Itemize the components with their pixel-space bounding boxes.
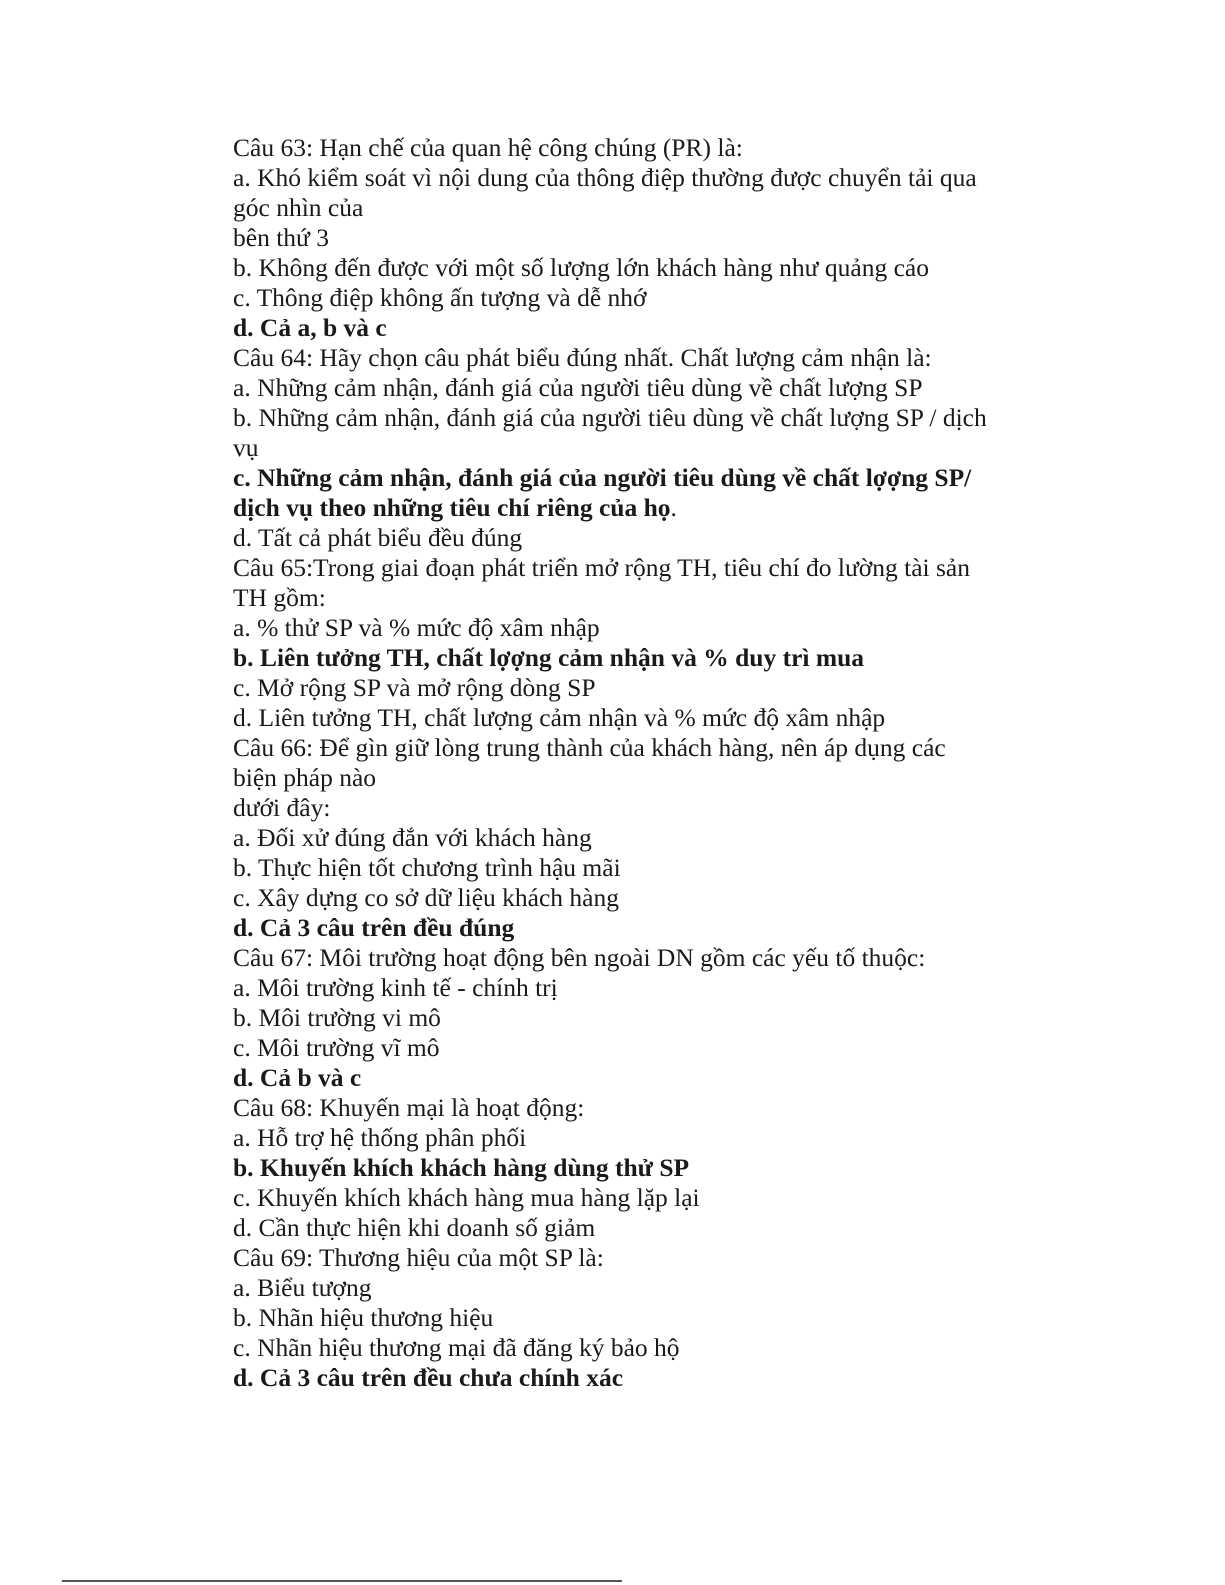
text-line xyxy=(233,1003,1023,1033)
line-tail: . xyxy=(670,493,677,522)
text-line xyxy=(233,1033,1023,1063)
text-line xyxy=(233,613,1023,643)
line-text: d. Cả b và c xyxy=(233,1063,362,1092)
text-line xyxy=(233,553,1023,583)
line-text: b. Liên tưởng TH, chất lợợng cảm nhận và % duy trì mua xyxy=(233,643,865,672)
text-line xyxy=(233,1123,1023,1153)
line-text: Câu 66: Để gìn giữ lòng trung thành của khách hàng, nên áp dụng các xyxy=(233,733,946,762)
text-line xyxy=(233,163,1023,193)
line-text: b. Những cảm nhận, đánh giá của người tiêu dùng về chất lượng SP / dịch xyxy=(233,403,987,432)
line-text: Câu 67: Môi trường hoạt động bên ngoài DN gồm các yếu tố thuộc: xyxy=(233,943,926,972)
line-text: b. Khuyến khích khách hàng dùng thử SP xyxy=(233,1153,690,1182)
answer-line xyxy=(233,1363,1023,1393)
text-line xyxy=(233,1333,1023,1363)
line-text: b. Nhãn hiệu thương hiệu xyxy=(233,1303,494,1332)
text-line xyxy=(233,853,1023,883)
text-line xyxy=(233,1093,1023,1123)
line-text: b. Thực hiện tốt chương trình hậu mãi xyxy=(233,853,621,882)
text-line xyxy=(233,193,1023,223)
line-text: a. Hỗ trợ hệ thống phân phối xyxy=(233,1123,527,1152)
text-line xyxy=(233,1303,1023,1333)
line-text: b. Môi trường vi mô xyxy=(233,1003,441,1032)
document-page xyxy=(233,133,1023,1393)
line-text: c. Thông điệp không ấn tượng và dễ nhớ xyxy=(233,283,647,312)
text-line xyxy=(233,283,1023,313)
text-line xyxy=(233,1213,1023,1243)
text-line xyxy=(233,223,1023,253)
line-text: d. Liên tưởng TH, chất lượng cảm nhận và % mức độ xâm nhập xyxy=(233,703,886,732)
text-line xyxy=(233,943,1023,973)
line-text: b. Không đến được với một số lượng lớn khách hàng như quảng cáo xyxy=(233,253,929,282)
line-text: Câu 63: Hạn chế của quan hệ công chúng (PR) là: xyxy=(233,133,743,162)
answer-line xyxy=(233,643,1023,673)
line-text: a. % thử SP và % mức độ xâm nhập xyxy=(233,613,600,642)
line-text: Câu 65:Trong giai đoạn phát triển mở rộng TH, tiêu chí đo lường tài sản xyxy=(233,553,970,582)
text-line xyxy=(233,703,1023,733)
line-text: c. Xây dựng co sở dữ liệu khách hàng xyxy=(233,883,619,912)
answer-line xyxy=(233,313,1023,343)
line-text: c. Khuyến khích khách hàng mua hàng lặp lại xyxy=(233,1183,700,1212)
line-text: dịch vụ theo những tiêu chí riêng của họ xyxy=(233,493,671,522)
line-text: c. Những cảm nhận, đánh giá của người tiêu dùng về chất lợợng SP/ xyxy=(233,463,972,492)
line-text: Câu 69: Thương hiệu của một SP là: xyxy=(233,1243,604,1272)
text-line xyxy=(233,403,1023,433)
line-text: bên thứ 3 xyxy=(233,223,329,252)
answer-line xyxy=(233,463,1023,493)
text-line xyxy=(233,583,1023,613)
text-line xyxy=(233,673,1023,703)
line-text: dưới đây: xyxy=(233,793,331,822)
text-line xyxy=(233,823,1023,853)
text-line xyxy=(233,1243,1023,1273)
line-text: a. Khó kiểm soát vì nội dung của thông điệp thường được chuyển tải qua xyxy=(233,163,977,192)
line-text: Câu 64: Hãy chọn câu phát biểu đúng nhất. Chất lượng cảm nhận là: xyxy=(233,343,932,372)
line-text: c. Nhãn hiệu thương mại đã đăng ký bảo hộ xyxy=(233,1333,680,1362)
text-line xyxy=(233,1183,1023,1213)
page-bottom-rule xyxy=(62,1580,622,1582)
answer-line xyxy=(233,493,1023,523)
line-text: biện pháp nào xyxy=(233,763,377,792)
line-text: Câu 68: Khuyến mại là hoạt động: xyxy=(233,1093,585,1122)
text-line xyxy=(233,793,1023,823)
text-line xyxy=(233,973,1023,1003)
text-line xyxy=(233,763,1023,793)
answer-line xyxy=(233,1153,1023,1183)
text-line xyxy=(233,733,1023,763)
answer-line xyxy=(233,1063,1023,1093)
line-text: vụ xyxy=(233,433,259,462)
answer-line xyxy=(233,913,1023,943)
line-text: d. Cần thực hiện khi doanh số giảm xyxy=(233,1213,596,1242)
line-text: d. Cả 3 câu trên đều chưa chính xác xyxy=(233,1363,624,1392)
text-line xyxy=(233,343,1023,373)
text-line xyxy=(233,253,1023,283)
text-line xyxy=(233,133,1023,163)
line-text: TH gồm: xyxy=(233,583,326,612)
text-line xyxy=(233,373,1023,403)
line-text: a. Đối xử đúng đắn với khách hàng xyxy=(233,823,592,852)
text-line xyxy=(233,523,1023,553)
line-text: d. Cả a, b và c xyxy=(233,313,387,342)
line-text: d. Tất cả phát biểu đều đúng xyxy=(233,523,523,552)
line-text: c. Môi trường vĩ mô xyxy=(233,1033,440,1062)
line-text: c. Mở rộng SP và mở rộng dòng SP xyxy=(233,673,596,702)
text-line xyxy=(233,433,1023,463)
line-text: góc nhìn của xyxy=(233,193,364,222)
text-line xyxy=(233,1273,1023,1303)
text-line xyxy=(233,883,1023,913)
line-text: a. Môi trường kinh tế - chính trị xyxy=(233,973,558,1002)
line-text: a. Biểu tượng xyxy=(233,1273,372,1302)
line-text: d. Cả 3 câu trên đều đúng xyxy=(233,913,515,942)
line-text: a. Những cảm nhận, đánh giá của người tiêu dùng về chất lượng SP xyxy=(233,373,923,402)
